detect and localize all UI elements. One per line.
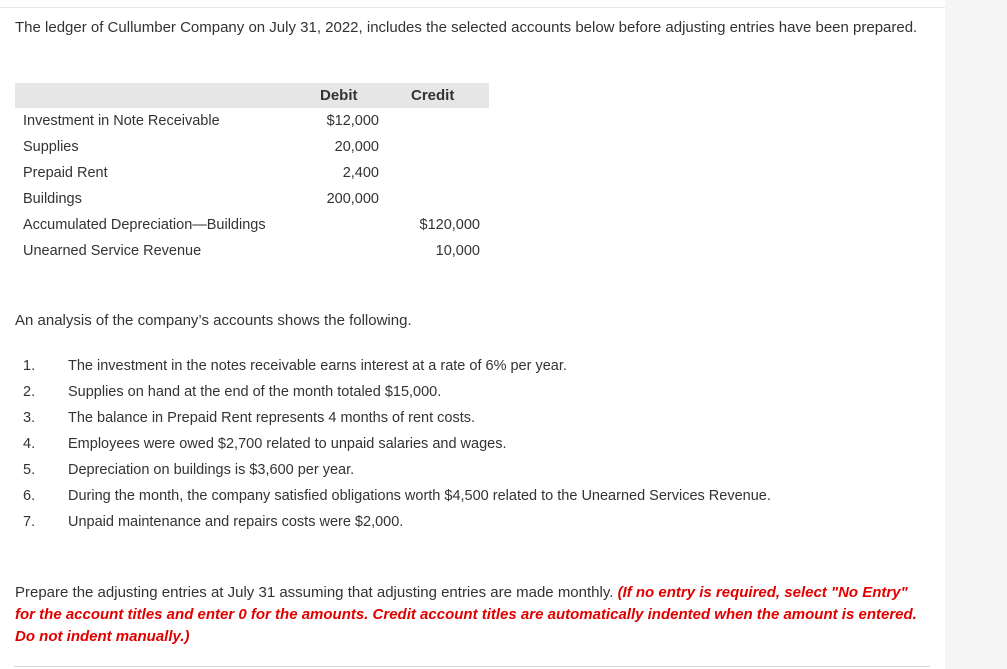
intro-paragraph: The ledger of Cullumber Company on July 31, 2022, includes the selected accounts below before adjusting entries have been prepared. [15, 19, 918, 36]
item-text: The balance in Prepaid Rent represents 4 months of rent costs. [68, 410, 476, 426]
debit-column-header: Debit [320, 87, 358, 104]
item-number: 7. [23, 514, 36, 530]
table-row [15, 160, 489, 186]
right-margin-panel [945, 0, 1007, 669]
top-divider [0, 7, 945, 8]
item-number: 2. [23, 384, 36, 400]
item-text: During the month, the company satisfied obligations worth $4,500 related to the Unearned Services Revenue. [68, 488, 771, 504]
debit-amount: 2,400 [342, 165, 379, 181]
item-text: The investment in the notes receivable earns interest at a rate of 6% per year. [68, 358, 567, 374]
account-name: Prepaid Rent [23, 165, 108, 181]
bottom-divider [14, 666, 930, 667]
item-text: Depreciation on buildings is $3,600 per year. [68, 462, 355, 478]
instructions-note: (If no entry is required, select "No Entry" for the account titles and enter 0 for the amounts. Credit account titles are automatically indented when the amount is entered. Do not indent manually.) [15, 584, 917, 645]
list-item [15, 356, 895, 382]
item-number: 5. [23, 462, 36, 478]
credit-amount: 10,000 [435, 243, 480, 259]
debit-amount: $12,000 [326, 113, 379, 129]
credit-column-header: Credit [411, 87, 455, 104]
table-row [15, 238, 489, 264]
table-row [15, 134, 489, 160]
analysis-heading: An analysis of the company’s accounts shows the following. [15, 312, 412, 329]
table-row [15, 212, 489, 238]
list-item [15, 460, 895, 486]
list-item [15, 486, 895, 512]
account-name: Supplies [23, 139, 79, 155]
ledger-table [15, 83, 489, 264]
list-item [15, 382, 895, 408]
instructions-text: Prepare the adjusting entries at July 31 assuming that adjusting entries are made monthly. [15, 584, 614, 601]
item-number: 1. [23, 358, 36, 374]
item-number: 3. [23, 410, 36, 426]
item-text: Supplies on hand at the end of the month totaled $15,000. [68, 384, 442, 400]
table-row [15, 186, 489, 212]
debit-amount: 200,000 [326, 191, 379, 207]
list-item [15, 434, 895, 460]
analysis-list [15, 356, 895, 538]
item-number: 6. [23, 488, 36, 504]
table-row [15, 108, 489, 134]
list-item [15, 408, 895, 434]
ledger-header-row [15, 83, 489, 108]
list-item [15, 512, 895, 538]
account-name: Accumulated Depreciation—Buildings [23, 217, 266, 233]
credit-amount: $120,000 [419, 217, 480, 233]
item-text: Employees were owed $2,700 related to unpaid salaries and wages. [68, 436, 507, 452]
item-number: 4. [23, 436, 36, 452]
account-name: Investment in Note Receivable [23, 113, 220, 129]
account-name: Buildings [23, 191, 82, 207]
account-name: Unearned Service Revenue [23, 243, 202, 259]
debit-amount: 20,000 [334, 139, 379, 155]
item-text: Unpaid maintenance and repairs costs were $2,000. [68, 514, 404, 530]
instructions-paragraph [15, 582, 930, 648]
